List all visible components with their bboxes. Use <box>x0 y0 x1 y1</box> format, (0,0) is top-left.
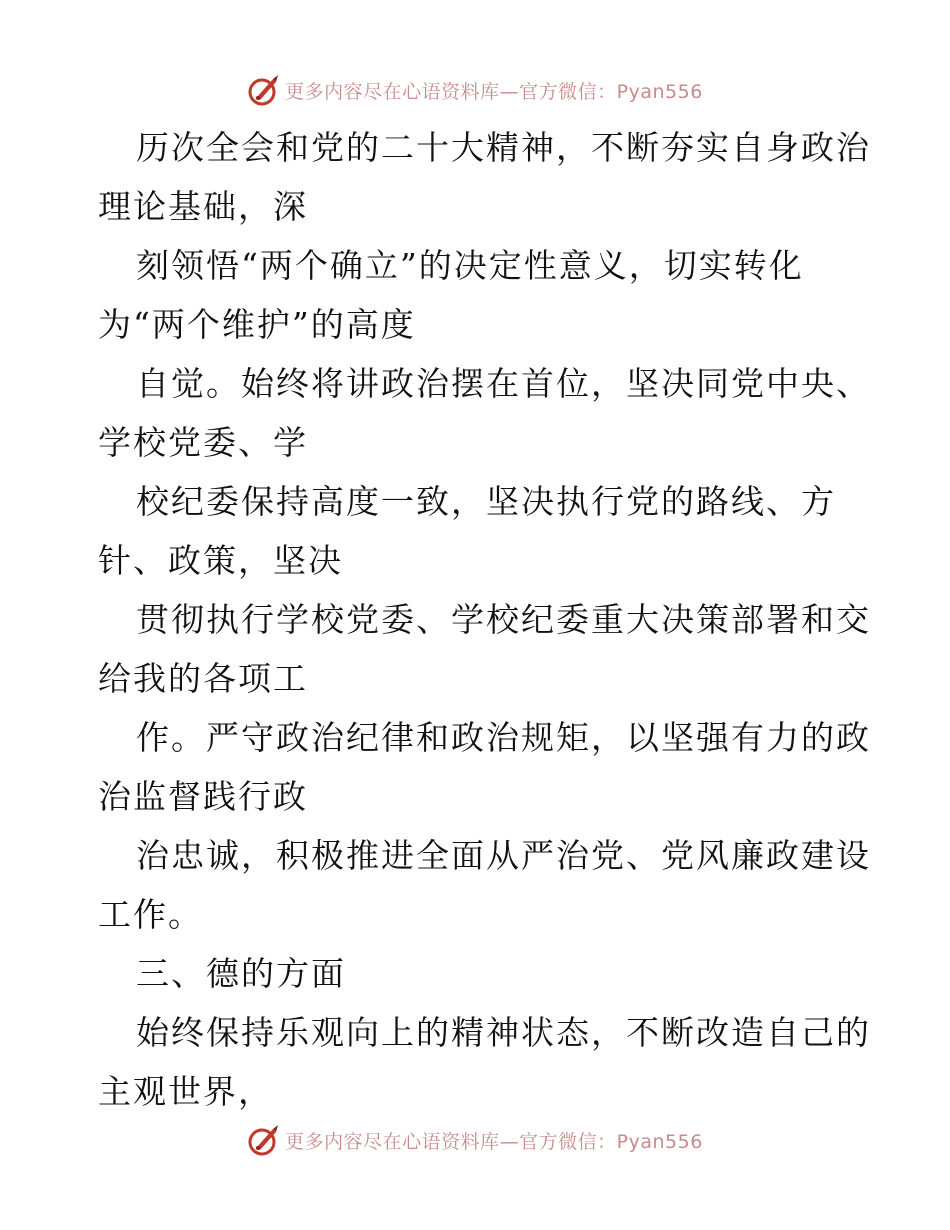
header-watermark <box>0 70 950 110</box>
watermark-text: 更多内容尽在心语资料库—官方微信：Pyan556 <box>285 1130 703 1153</box>
text-line: 针、政策，坚决 <box>98 541 343 580</box>
quill-logo-icon <box>247 1123 281 1157</box>
quill-logo-icon <box>247 73 281 107</box>
text-line: 主观世界， <box>98 1072 273 1111</box>
text-line: 给我的各项工 <box>98 659 308 698</box>
text-line: 自觉。始终将讲政治摆在首位，坚决同党中央、 <box>136 364 871 403</box>
text-line: 治忠诚，积极推进全面从严治党、党风廉政建设 <box>136 836 871 875</box>
watermark-text: 更多内容尽在心语资料库—官方微信：Pyan556 <box>285 80 703 103</box>
text-line: 治监督践行政 <box>98 777 308 816</box>
text-line: 理论基础，深 <box>98 187 308 226</box>
text-line: 为“两个维护”的高度 <box>98 305 416 344</box>
text-line: 始终保持乐观向上的精神状态，不断改造自己的 <box>136 1013 871 1052</box>
document-body <box>98 118 871 1121</box>
text-line: 学校党委、学 <box>98 423 308 462</box>
text-line: 作。严守政治纪律和政治规矩，以坚强有力的政 <box>136 718 871 757</box>
text-line: 校纪委保持高度一致，坚决执行党的路线、方 <box>136 482 836 521</box>
footer-watermark <box>0 1120 950 1160</box>
section-heading: 三、德的方面 <box>136 954 346 993</box>
text-line: 工作。 <box>98 895 203 934</box>
text-line: 贯彻执行学校党委、学校纪委重大决策部署和交 <box>136 600 871 639</box>
text-line: 历次全会和党的二十大精神，不断夯实自身政治 <box>136 128 871 167</box>
text-line: 刻领悟“两个确立”的决定性意义，切实转化 <box>136 246 804 285</box>
